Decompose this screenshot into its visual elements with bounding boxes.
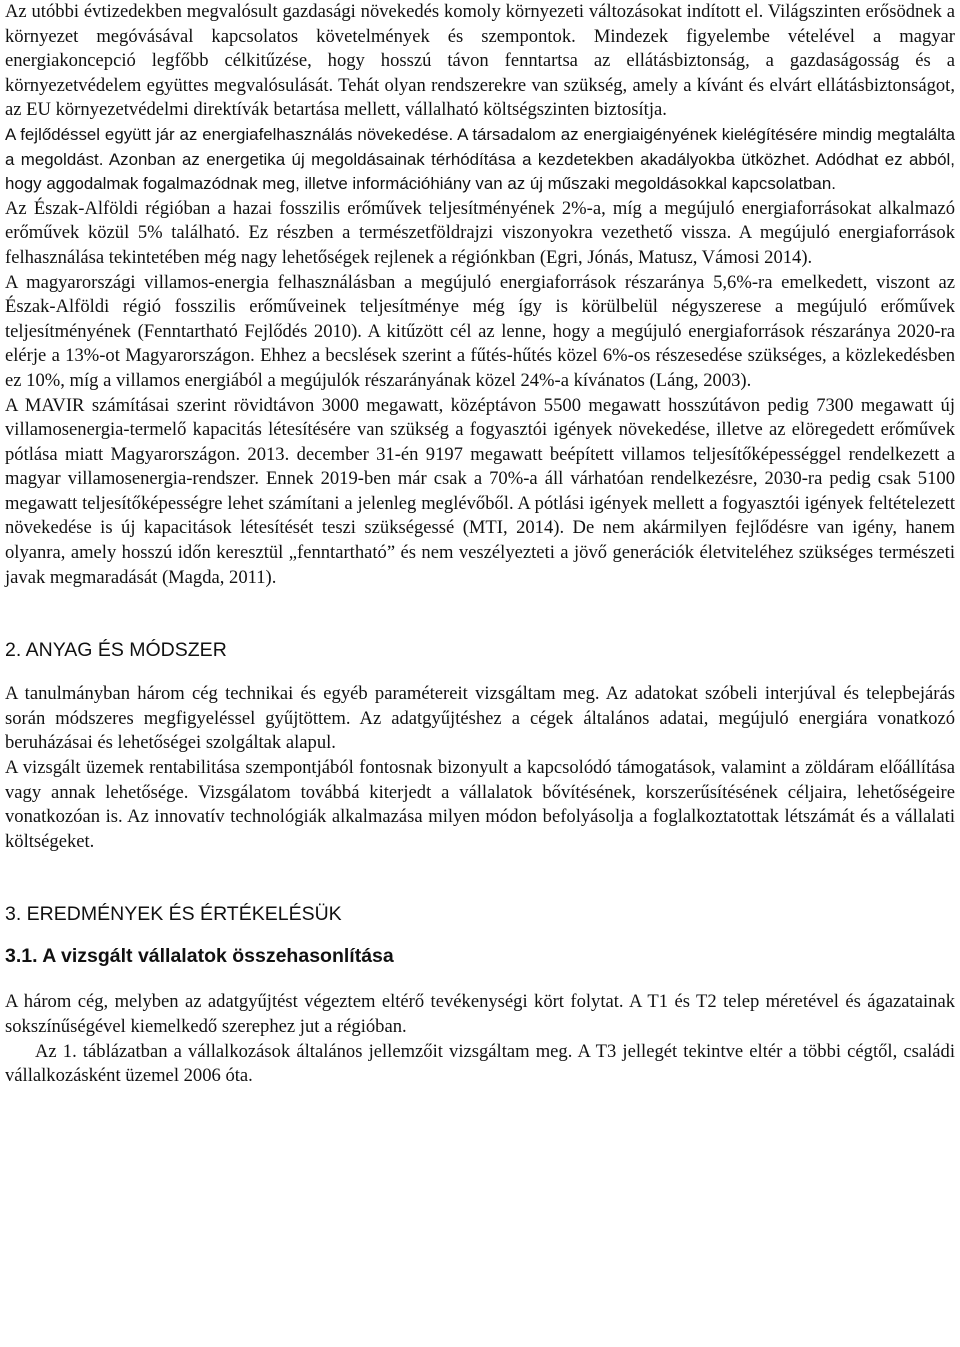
section-3-title: 3. EREDMÉNYEK ÉS ÉRTÉKELÉSÜK	[5, 903, 342, 926]
intro-paragraph-5: A MAVIR számításai szerint rövidtávon 3000 megawatt, középtávon 5500 megawatt hosszútávon pedig 7300 megawatt új villamosenergia-termelő kapacitás létesítésére van szükség a fogyasztói igények növekedése, illetve az elöregedett erőművek pótlása miatt Magyarországon. 2013. december 31-én 9197 megawatt beépített villamos teljesítőképességgel rendelkezett a magyar villamosenergia-rendszer. Ennek 2019-ben már csak a 70%-a áll várhatóan rendelkezésre, 2030-ra pedig csak 5100 megawatt teljesítőképességre lehet számítani a jelenleg meglévőből. A pótlási igények mellett a fogyasztói igények feltételezett növekedése is új kapacitások létesítését teszi szükségessé (MTI, 2014). De nem akármilyen fejlődésre van igény, hanem olyanra, amely hosszú időn keresztül „fenntartható” és nem veszélyezteti a jövő generációk életviteléhez szükséges természeti javak megmaradását (Magda, 2011).	[5, 394, 955, 588]
section-3-1-paragraph-2: Az 1. táblázatban a vállalkozások általános jellemzőit vizsgáltam meg. A T3 jellegét tekintve eltér a többi cégtől, családi vállalkozásként üzemel 2006 óta.	[5, 1040, 955, 1087]
intro-paragraph-1: Az utóbbi évtizedekben megvalósult gazdasági növekedés komoly környezeti változásokat indított el. Világszinten erősödnek a környezet megóvásával kapcsolatos követelmények és szempontok. Mindezek figyelembe vételével a magyar energiakoncepció legfőbb célkitűzése, hogy hosszú távon fenntartsa az ellátásbiztonság, a gazdaságosság és a környezetvédelem együttes megvalósulását. Tehát olyan rendszerekre van szükség, amely a kívánt és elvárt ellátásbiztonságot, az EU környezetvédelmi direktívák betartása mellett, vállalható költségszinten biztosítja.	[5, 1, 955, 121]
document-page	[5, 0, 955, 1089]
intro-paragraph-2: A fejlődéssel együtt jár az energiafelhasználás növekedése. A társadalom az energiaigényének kielégítésére mindig megtalálta a megoldást. Azonban az energetika új megoldásainak térhódítása a kezdetekben akadályokba ütközhet. Adódhat ez abból, hogy aggodalmak fogalmazódnak meg, illetve információhiány van az új műszaki megoldásokkal kapcsolatban.	[5, 124, 955, 194]
section-3-1-paragraph-1: A három cég, melyben az adatgyűjtést végeztem eltérő tevékenységi kört folytat. A T1 és T2 telep méretével és ágazatainak sokszínűségével kiemelkedő szerephez jut a régióban.	[5, 991, 955, 1037]
section-2-paragraph-2: A vizsgált üzemek rentabilitása szempontjából fontosnak bizonyult a kapcsolódó támogatások, valamint a zöldáram előállítása vagy annak lehetősége. Vizsgálatom továbbá kiterjedt a vállalatok bővítésének, korszerűsítésének céljaira, lehetőségeire vonatkozóan is. Az innovatív technológiák alkalmazása milyen módon befolyásolja a foglalkoztatottak létszámát és a vállalati költségeket.	[5, 757, 955, 852]
section-2-title: 2. ANYAG ÉS MÓDSZER	[5, 639, 227, 662]
intro-paragraph-4: A magyarországi villamos-energia felhasználásban a megújuló energiaforrások részaránya 5,6%-ra emelkedett, viszont az Észak-Alföldi régió fosszilis erőműveinek teljesítménye még így is körülbelül négyszerese a megújuló erőművek teljesítményének (Fenntartható Fejlődés 2010). A kitűzött cél az lenne, hogy a megújuló energiaforrások részaránya 2020-ra elérje a 13%-ot Magyarországon. Ehhez a becslések szerint a fűtés-hűtés közel 6%-os részesedése szükséges, a közlekedésben ez 10%, míg a villamos energiából a megújulók részarányának közel 24%-a kívánatos (Láng, 2003).	[5, 271, 955, 391]
intro-paragraph-3: Az Észak-Alföldi régióban a hazai fosszilis erőművek teljesítményének 2%-a, míg a megújuló energiaforrásokat alkalmazó erőművek közül 5% található. Ez részben a természetföldrajzi viszonyokra vezethető vissza. A megújuló energiaforrások felhasználása tekintetében még nagy lehetőségek rejlenek a régiónkban (Egri, Jónás, Matusz, Vámosi 2014).	[5, 197, 955, 268]
section-2-paragraph-1: A tanulmányban három cég technikai és egyéb paramétereit vizsgáltam meg. Az adatokat szóbeli interjúval és telepbejárás során módszeres megfigyeléssel gyűjtöttem. Az adatgyűjtéshez a cégek általános adatai, megújuló energiára vonatkozó beruházásai és lehetőségei szolgáltak alapul.	[5, 683, 955, 754]
section-3-1-title: 3.1. A vizsgált vállalatok összehasonlítása	[5, 945, 394, 968]
